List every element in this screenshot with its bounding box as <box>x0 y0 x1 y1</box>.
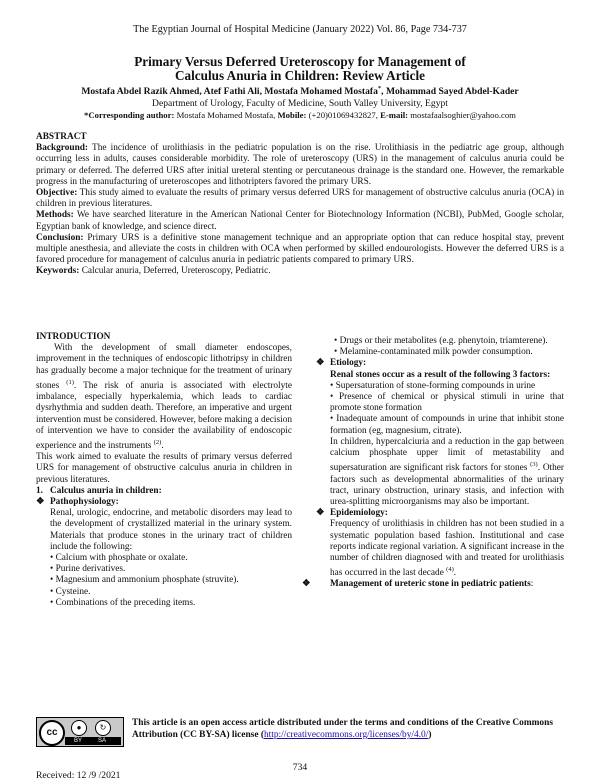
citation-4[interactable]: (4) <box>446 566 454 574</box>
abstract-keywords <box>36 266 564 277</box>
abstract-methods <box>36 210 564 232</box>
epidemiology-paragraph <box>316 519 564 579</box>
intro-p1-text-b: . The risk of anuria is associated with electrolyte imbalance, especially hyperkalemia, which leads to cardiac dysrhythmia and sudden death. Therefore, an imperative and urgent intervention must be considered. However, before making a decision of intervention we have to consider the availability of endoscopic experience and the instruments <box>36 380 292 452</box>
etiology-paragraph <box>316 437 564 508</box>
list-item-text: Inadequate amount of compounds in urine that inhibit stone formation (eg, magnesium, citrate). <box>330 414 564 436</box>
management-colon: : <box>530 579 534 590</box>
email-label: E-mail: <box>380 110 409 120</box>
license-block <box>36 717 564 747</box>
epidemiology-text-a: Frequency of urolithiasis in children has not been studied in a systematic population based fashion. Institutional and case reports indicate regional variation. A significant increase in the number of children diagnosed with and treated for urolithiasis has occurred in the last decade <box>330 519 564 579</box>
etiology-subheading: Renal stones occur as a result of the following 3 factors: <box>330 369 551 380</box>
license-text-a: This article is an open access article distributed under the terms and conditions of the Creative Commons Attribution (CC BY-SA) license ( <box>132 718 553 740</box>
list-item-text: Combinations of the preceding items. <box>55 597 196 608</box>
share-alike-icon: ↻ <box>95 720 111 736</box>
mobile-label: Mobile: <box>277 110 307 120</box>
license-text-b: ) <box>428 730 432 740</box>
section-1-heading <box>36 486 292 497</box>
corresponding-author <box>0 110 600 120</box>
list-item: • Cysteine. <box>50 586 91 597</box>
methods-label: Methods: <box>36 210 74 221</box>
citation-2[interactable]: (2) <box>153 438 162 446</box>
sa-label: SA <box>98 738 107 744</box>
etiology-heading <box>316 358 564 369</box>
objective-text: This study aimed to evaluate the results of primary versus deferred URS for management of obstructive calculus anuria (OCA) in children in previous literatures. <box>36 188 564 210</box>
journal-header: The Egyptian Journal of Hospital Medicine (January 2022) Vol. 86, Page 734-737 <box>133 24 467 35</box>
right-column <box>302 336 564 591</box>
left-column <box>36 332 292 609</box>
factor-item: • Supersaturation of stone-forming compounds in urine <box>330 380 536 391</box>
pathophysiology-heading <box>36 497 292 508</box>
authors-part-b: , Mohammad Sayed Abdel-Kader <box>381 86 519 98</box>
diamond-bullet-icon: ❖ <box>302 579 311 590</box>
intro-p1-text-c: . <box>161 441 164 452</box>
mobile-value: (+20)01069432827, <box>306 110 381 120</box>
authors-part-a: Mostafa Abdel Razik Ahmed, Atef Fathi Ali, Mostafa Mohamed Mostafa <box>81 86 378 98</box>
received-date: Received: 12 /9 /2021 <box>36 770 121 781</box>
list-item-text: Purine derivatives. <box>55 564 126 575</box>
management-title: Management of ureteric stone in pediatric patients <box>330 579 531 590</box>
list-item-text: Presence of chemical or physical stimuli in urine that promote stone formation <box>330 392 564 414</box>
etiology-text-b: . Other factors such as developmental abnormalities of the urinary tract, urinary obstruction, urinary stasis, and infection with urea-splitting microorganisms may also be important. <box>330 463 564 507</box>
intro-paragraph-1 <box>36 343 292 452</box>
by-person-icon: ● <box>71 720 87 736</box>
intro-paragraph-2: This work aimed to evaluate the results of primary versus deferred URS for management of obstructive calculus anuria in children in previous literatures. <box>36 452 292 485</box>
abstract-objective <box>36 188 564 210</box>
license-link[interactable]: http://creativecommons.org/licenses/by/4.0/ <box>263 730 429 740</box>
etiology-text-a: In children, hypercalciuria and a reduction in the gap between calcium phosphate upper limit of metastability and supersaturation are significant risk factors for stones <box>330 436 564 474</box>
citation-3[interactable]: (3) <box>530 461 538 469</box>
etiology-title: Etiology: <box>330 358 367 369</box>
management-heading <box>302 579 564 590</box>
list-item: • Drugs or their metabolites (e.g. phenytoin, triamterene). <box>334 336 548 346</box>
background-label: Background: <box>36 143 89 154</box>
keywords-text: Calcular anuria, Deferred, Ureteroscopy, Pediatric. <box>79 266 271 277</box>
section-1-number: 1. <box>36 485 43 496</box>
methods-text: We have searched literature in the American National Center for Biotechnology Information (NCBI), PubMed, Google scholar, Egyptian bank of knowledge, and science direct. <box>36 210 564 232</box>
list-item-text: Supersaturation of stone-forming compounds in urine <box>335 380 536 391</box>
pathophysiology-title: Pathophysiology: <box>50 497 119 508</box>
list-item-text: Magnesium and ammonium phosphate (struvite). <box>55 575 239 586</box>
factor-item: • Inadequate amount of compounds in urine that inhibit stone formation (eg, magnesium, citrate). <box>330 414 564 436</box>
factor-item: • Presence of chemical or physical stimuli in urine that promote stone formation <box>330 392 564 414</box>
title-line-1: Primary Versus Deferred Ureteroscopy for Management of <box>134 54 466 69</box>
intro-heading: INTRODUCTION <box>36 332 111 342</box>
conclusion-label: Conclusion: <box>36 232 84 243</box>
corresponding-star: * <box>377 85 382 92</box>
epidemiology-title: Epidemiology: <box>330 508 388 519</box>
intro-p1-text-a: With the development of small diameter endoscopes, improvement in the techniques of endoscopic lithotripsy in children has gradually become a major technique for the treatment of urinary stones <box>36 343 292 391</box>
license-text <box>132 717 564 741</box>
list-item: • Magnesium and ammonium phosphate (struvite). <box>50 575 239 586</box>
abstract-heading: ABSTRACT <box>36 132 87 142</box>
abstract-background <box>36 143 564 188</box>
list-item-text: Calcium with phosphate or oxalate. <box>55 553 188 564</box>
list-item-text: Melamine-contaminated milk powder consumption. <box>339 347 533 358</box>
license-badge-band <box>65 737 121 745</box>
pathophysiology-text: Renal, urologic, endocrine, and metabolic disorders may lead to the development of crystallized material in the urinary system. Materials that produce stones in the urinary tract of children include the following: <box>50 508 292 552</box>
paper-title <box>0 55 600 83</box>
citation-1[interactable]: (1) <box>66 378 74 386</box>
affiliation: Department of Urology, Faculty of Medicine, South Valley University, Egypt <box>152 98 448 109</box>
list-item: • Calcium with phosphate or oxalate. <box>50 553 188 564</box>
list-item: • Combinations of the preceding items. <box>50 597 196 608</box>
conclusion-text: Primary URS is a definitive stone management technique and an appropriate option that can reduce hospital stay, prevent multiple anesthesia, and alleviate the costs in children with OCA when performed by skilled endourologists. However the deferred URS is a favored procedure for management of calculus anuria in pediatric patients compared to primary URS. <box>36 232 564 266</box>
background-text: The incidence of urolithiasis in the pediatric population is on the rise. Urolithiasis in the pediatric age group, although occurring less in adults, causes considerable morbidity. The role of ureteroscopy (URS) in the management of calculus anuria could be primary or deferred. The deferred URS after initial ureteral stenting or percutaneous drainage is the standard one. However, the remarkable progress in the manufacturing of ureteroscopes and lithotripters favored the primary URS. <box>36 143 564 187</box>
title-line-2: Calculus Anuria in Children: Review Article <box>175 68 425 83</box>
keywords-label: Keywords: <box>36 266 80 277</box>
epidemiology-text-b: . <box>453 568 457 579</box>
list-item-text: Cysteine. <box>55 586 91 597</box>
list-item: • Melamine-contaminated milk powder consumption. <box>334 347 533 358</box>
email-value[interactable]: mostafaalsoghier@yahoo.com <box>408 110 516 120</box>
corr-label: *Corresponding author: <box>84 110 175 120</box>
diamond-bullet-icon: ❖ <box>36 497 45 508</box>
diamond-bullet-icon: ❖ <box>316 358 325 369</box>
objective-label: Objective: <box>36 188 78 199</box>
cc-logo-icon: cc <box>39 720 65 746</box>
cc-by-sa-badge[interactable] <box>36 717 124 747</box>
epidemiology-heading <box>316 508 564 519</box>
section-1-title: Calculus anuria in children: <box>50 485 162 496</box>
abstract <box>36 132 564 278</box>
corr-name: Mostafa Mohamed Mostafa, <box>174 110 278 120</box>
list-item: • Purine derivatives. <box>50 564 126 575</box>
author-list <box>0 85 600 97</box>
diamond-bullet-icon: ❖ <box>316 508 325 519</box>
page-number: 734 <box>292 762 308 773</box>
abstract-conclusion <box>36 233 564 267</box>
by-label: BY <box>74 738 83 744</box>
list-item-text: Drugs or their metabolites (e.g. phenytoin, triamterene). <box>339 336 548 346</box>
